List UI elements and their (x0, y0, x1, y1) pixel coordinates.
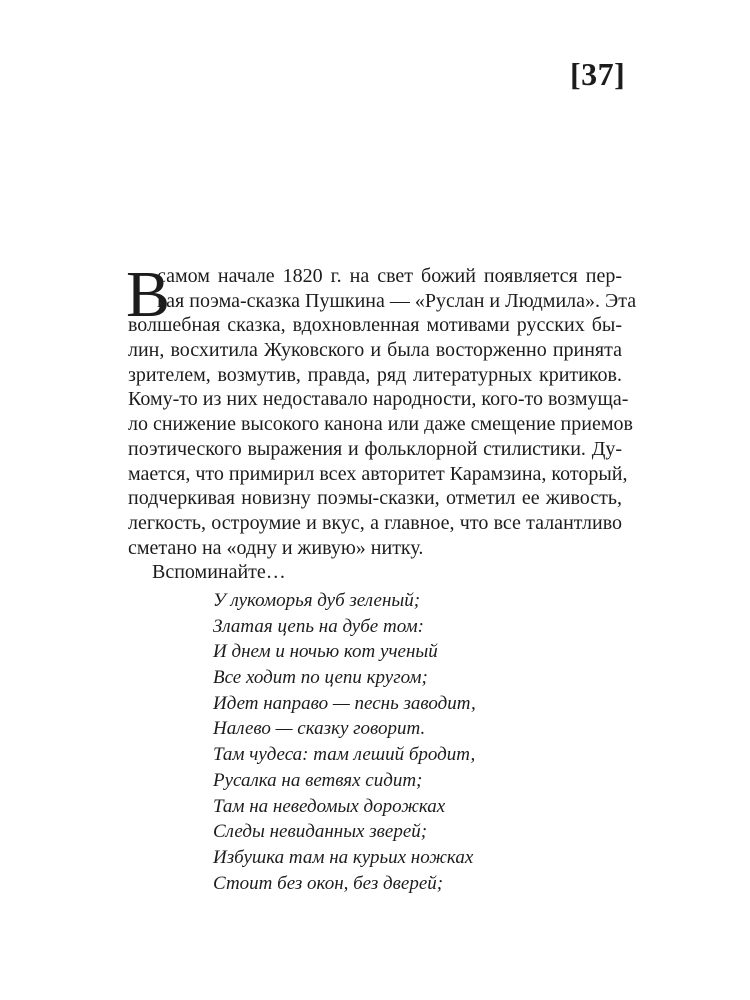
poem-line: Налево — сказку говорит. (213, 718, 426, 740)
poem-line: Златая цепь на дубе том: (213, 615, 424, 637)
paragraph-line: подчеркивая новизну поэмы-сказки, отметил ее живость, (128, 487, 622, 510)
poem-line: Избушка там на курьих ножках (213, 846, 474, 868)
paragraph-line: легкость, остроумие и вкус, а главное, что все талантливо (128, 511, 622, 534)
poem-line: И днем и ночью кот ученый (213, 641, 438, 663)
poem-line: Все ходит по цепи кругом; (213, 667, 428, 689)
poem-line: Стоит без окон, без дверей; (213, 872, 444, 894)
drop-cap: В (126, 258, 171, 331)
paragraph-line: мается, что примирил всех авторитет Карамзина, который, (128, 462, 628, 485)
poem-line: У лукоморья дуб зеленый; (213, 590, 421, 611)
paragraph-line: вая поэма-сказка Пушкина — «Руслан и Людмила». Эта (157, 289, 637, 312)
body-paragraph (126, 258, 637, 585)
paragraph-line: сметано на «одну и живую» нитку. (128, 536, 424, 559)
poem-line: Идет направо — песнь заводит, (213, 692, 476, 714)
paragraph-line: поэтического выражения и фольклорной стилистики. Ду- (128, 437, 622, 460)
paragraph-line: самом начале 1820 г. на свет божий появляется пер- (157, 265, 622, 287)
poem-line: Русалка на ветвях сидит; (213, 769, 423, 791)
poem-line: Там чудеса: там леший бродит, (213, 744, 476, 766)
poem-excerpt (213, 588, 476, 896)
paragraph-line: зрителем, возмутив, правда, ряд литературных критиков. (128, 363, 622, 386)
paragraph-line: Кому-то из них недоставало народности, кого-то возмуща- (128, 388, 629, 411)
paragraph-line: волшебная сказка, вдохновленная мотивами русских бы- (128, 314, 622, 337)
page-number: [37] (570, 56, 626, 92)
closing-line: Вспоминайте… (152, 561, 286, 584)
paragraph-line: ло снижение высокого канона или даже смещение приемов (128, 413, 633, 436)
poem-line: Следы невиданных зверей; (213, 821, 428, 843)
paragraph-line: лин, восхитила Жуковского и была восторженно принята (128, 339, 622, 362)
poem-line: Там на неведомых дорожках (213, 795, 446, 817)
